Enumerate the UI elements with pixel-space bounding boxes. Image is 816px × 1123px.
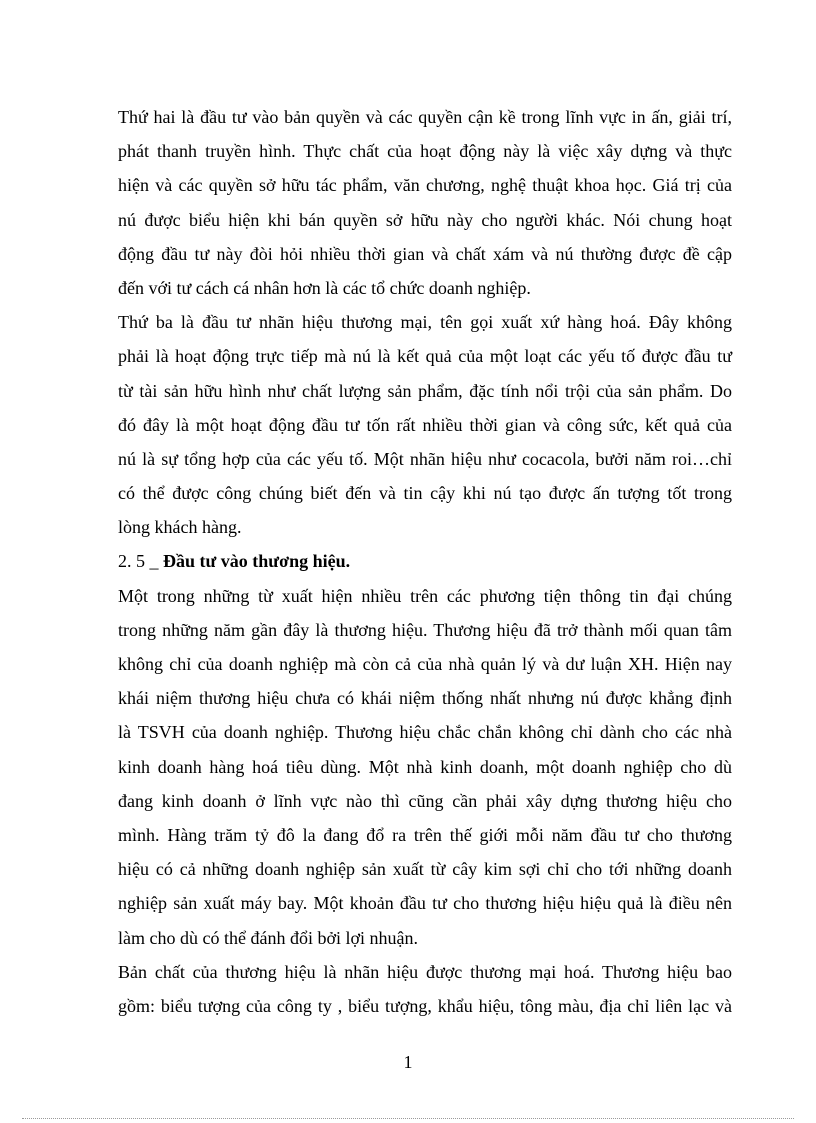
text-line: kinh doanh hàng hoá tiêu dùng. Một nhà kinh doanh, một doanh nghiệp cho dù bbox=[118, 756, 732, 777]
text-line: khái niệm thương hiệu chưa có khái niệm thống nhất nhưng nú được khẳng định bbox=[118, 688, 732, 709]
text-line: động đầu tư này đòi hỏi nhiều thời gian và chất xám và nú thường được đề cập bbox=[118, 243, 732, 264]
section-title: Đầu tư vào thương hiệu. bbox=[163, 551, 351, 572]
text-line: Bản chất của thương hiệu là nhãn hiệu được thương mại hoá. Thương hiệu bao bbox=[118, 961, 732, 982]
text-line: gồm: biểu tượng của công ty , biểu tượng, khẩu hiệu, tông màu, địa chỉ liên lạc và bbox=[118, 995, 732, 1016]
paragraph-brand-investment bbox=[118, 579, 732, 955]
text-line: phải là hoạt động trực tiếp mà nú là kết quả của một loạt các yếu tố được đầu tư bbox=[118, 346, 732, 367]
paragraph-brand-nature bbox=[118, 955, 732, 1023]
text-line: hiện và các quyền sở hữu tác phẩm, văn chương, nghệ thuật khoa học. Giá trị của bbox=[118, 175, 732, 196]
text-line: từ tài sản hữu hình như chất lượng sản phẩm, đặc tính nổi trội của sản phẩm. Do bbox=[118, 380, 732, 401]
paragraph-trademark-investment bbox=[118, 305, 732, 544]
section-heading bbox=[118, 544, 732, 578]
text-line: trong những năm gần đây là thương hiệu. Thương hiệu đã trở thành mối quan tâm bbox=[118, 619, 732, 640]
text-line: mình. Hàng trăm tỷ đô la đang đổ ra trên thế giới mỗi năm đầu tư cho thương bbox=[118, 824, 732, 845]
text-line: đó đây là một hoạt động đầu tư tốn rất nhiều thời gian và công sức, kết quả của bbox=[118, 414, 732, 435]
text-line: làm cho dù có thể đánh đổi bởi lợi nhuận. bbox=[118, 927, 418, 948]
text-line: đang kinh doanh ở lĩnh vực nào thì cũng cần phải xây dựng thương hiệu cho bbox=[118, 790, 732, 811]
text-line: phát thanh truyền hình. Thực chất của hoạt động này là việc xây dựng và thực bbox=[118, 141, 732, 162]
page-footer-divider bbox=[22, 1118, 794, 1119]
text-line: hiệu có cả những doanh nghiệp sản xuất từ cây kim sợi chỉ cho tới những doanh bbox=[118, 859, 732, 880]
text-line: là TSVH của doanh nghiệp. Thương hiệu chắc chắn không chỉ dành cho các nhà bbox=[118, 722, 732, 743]
text-line: Một trong những từ xuất hiện nhiều trên các phương tiện thông tin đại chúng bbox=[118, 585, 732, 606]
text-line: Thứ hai là đầu tư vào bản quyền và các quyền cận kề trong lĩnh vực in ấn, giải trí, bbox=[118, 107, 732, 127]
paragraph-copyright-investment bbox=[118, 100, 732, 305]
section-number: 2. 5 _ bbox=[118, 551, 159, 572]
text-line: nú là sự tổng hợp của các yếu tố. Một nhãn hiệu như cocacola, bưởi năm roi…chỉ bbox=[118, 448, 732, 469]
text-line: đến với tư cách cá nhân hơn là các tổ chức doanh nghiệp. bbox=[118, 277, 531, 298]
document-body bbox=[118, 100, 732, 1023]
text-line: không chỉ của doanh nghiệp mà còn cả của nhà quản lý và dư luận XH. Hiện nay bbox=[118, 654, 732, 674]
text-line: có thể được công chúng biết đến và tin cậy khi nú tạo được ấn tượng tốt trong bbox=[118, 483, 732, 504]
text-line: lòng khách hàng. bbox=[118, 517, 242, 538]
text-line: nghiệp sản xuất máy bay. Một khoản đầu tư cho thương hiệu hiệu quả là điều nên bbox=[118, 893, 732, 914]
page-number: 1 bbox=[403, 1052, 413, 1072]
text-line: nú được biểu hiện khi bán quyền sở hữu này cho người khác. Nói chung hoạt bbox=[118, 209, 732, 230]
text-line: Thứ ba là đầu tư nhãn hiệu thương mại, tên gọi xuất xứ hàng hoá. Đây không bbox=[118, 312, 732, 333]
